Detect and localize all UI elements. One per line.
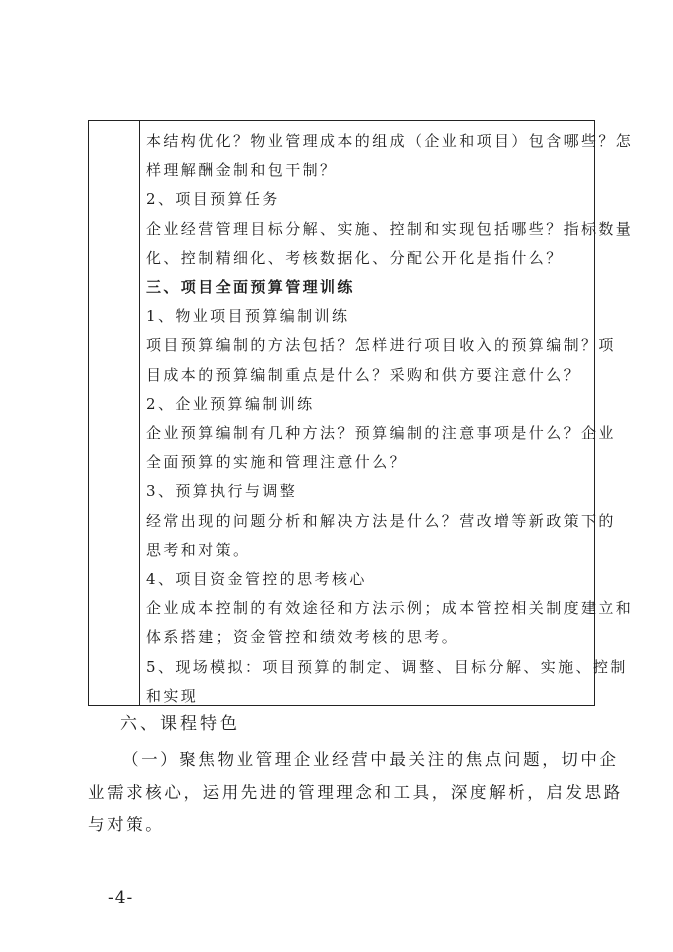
table-label-column bbox=[89, 121, 140, 705]
paragraph-line: 业需求核心，运用先进的管理理念和工具，深度解析，启发思路 bbox=[88, 782, 623, 802]
table-text-line: 体系搭建；资金管控和绩效考核的思考。 bbox=[146, 628, 460, 647]
course-content-table bbox=[88, 120, 634, 706]
table-text-line: 思考和对策。 bbox=[146, 540, 251, 559]
table-text-line: 2、企业预算编制训练 bbox=[146, 394, 315, 413]
table-text-line: 化、控制精细化、考核数据化、分配公开化是指什么？ bbox=[146, 248, 564, 267]
table-text-line: 和实现 bbox=[146, 686, 199, 705]
table-text-line: 本结构优化？物业管理成本的组成（企业和项目）包含哪些？怎 bbox=[146, 132, 634, 150]
paragraph-line: （一）聚焦物业管理企业经营中最关注的焦点问题，切中企 bbox=[122, 750, 619, 769]
table-text-line: 样理解酬金制和包干制？ bbox=[146, 161, 338, 180]
table-text-line: 4、项目资金管控的思考核心 bbox=[146, 570, 367, 589]
section-title: 六、课程特色 bbox=[120, 714, 240, 734]
table-text-line: 目成本的预算编制重点是什么？采购和供方要注意什么？ bbox=[146, 365, 582, 384]
table-text-line: 项目预算编制的方法包括？怎样进行项目收入的预算编制？项 bbox=[146, 336, 616, 355]
course-features-paragraph bbox=[88, 744, 623, 842]
table-text-line: 全面预算的实施和管理注意什么？ bbox=[146, 453, 408, 472]
page-number: -4- bbox=[108, 888, 134, 908]
table-heading-line: 三、项目全面预算管理训练 bbox=[146, 278, 355, 297]
table-text-line: 1、物业项目预算编制训练 bbox=[146, 307, 350, 326]
table-text-line: 企业经营管理目标分解、实施、控制和实现包括哪些？指标数量 bbox=[146, 219, 634, 238]
table-text-line: 企业预算编制有几种方法？预算编制的注意事项是什么？企业 bbox=[146, 424, 616, 443]
table-content-column bbox=[140, 121, 634, 705]
table-text-line: 3、预算执行与调整 bbox=[146, 482, 298, 501]
table-text-line: 5、现场模拟：项目预算的制定、调整、目标分解、实施、控制 bbox=[146, 657, 628, 676]
table-text-line: 经常出现的问题分析和解决方法是什么？营改增等新政策下的 bbox=[146, 511, 616, 530]
paragraph-line: 与对策。 bbox=[88, 815, 165, 834]
table-text-line: 2、项目预算任务 bbox=[146, 190, 280, 209]
table-text-line: 企业成本控制的有效途径和方法示例；成本管控相关制度建立和 bbox=[146, 599, 634, 618]
